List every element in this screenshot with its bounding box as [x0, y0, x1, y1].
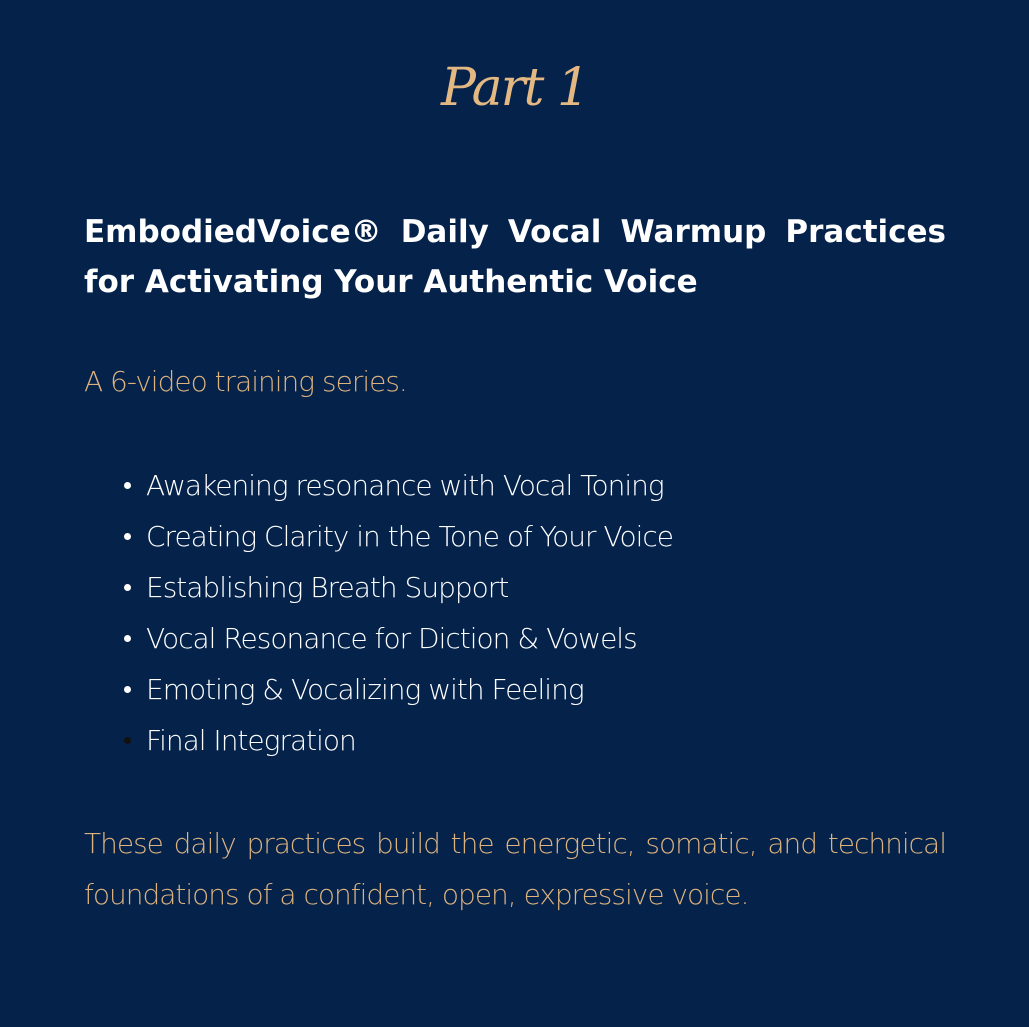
part-title: Part 1	[440, 58, 589, 118]
series-subtitle: A 6-video training series.	[84, 365, 407, 398]
list-item	[146, 664, 946, 715]
program-heading: EmbodiedVoice® Daily Vocal Warmup Practices for Activating Your Authentic Voice	[84, 214, 946, 300]
bullet-icon	[124, 584, 131, 591]
module-label: Emoting & Vocalizing with Feeling	[146, 673, 584, 706]
bullet-icon	[124, 533, 131, 540]
module-label: Creating Clarity in the Tone of Your Voice	[146, 520, 673, 553]
module-label: Final Integration	[146, 724, 356, 757]
bullet-icon	[124, 737, 131, 744]
list-item	[146, 613, 946, 664]
bullet-icon	[124, 635, 131, 642]
module-list	[146, 460, 946, 766]
bullet-icon	[124, 482, 131, 489]
list-item	[146, 562, 946, 613]
list-item	[146, 511, 946, 562]
list-item	[146, 460, 946, 511]
closing-paragraph: These daily practices build the energetic, somatic, and technical foundations of a confident, open, expressive voice.	[84, 827, 946, 911]
module-label: Establishing Breath Support	[146, 571, 509, 604]
bullet-icon	[124, 686, 131, 693]
module-label: Vocal Resonance for Diction & Vowels	[146, 622, 637, 655]
module-label: Awakening resonance with Vocal Toning	[146, 469, 664, 502]
list-item	[146, 715, 946, 766]
